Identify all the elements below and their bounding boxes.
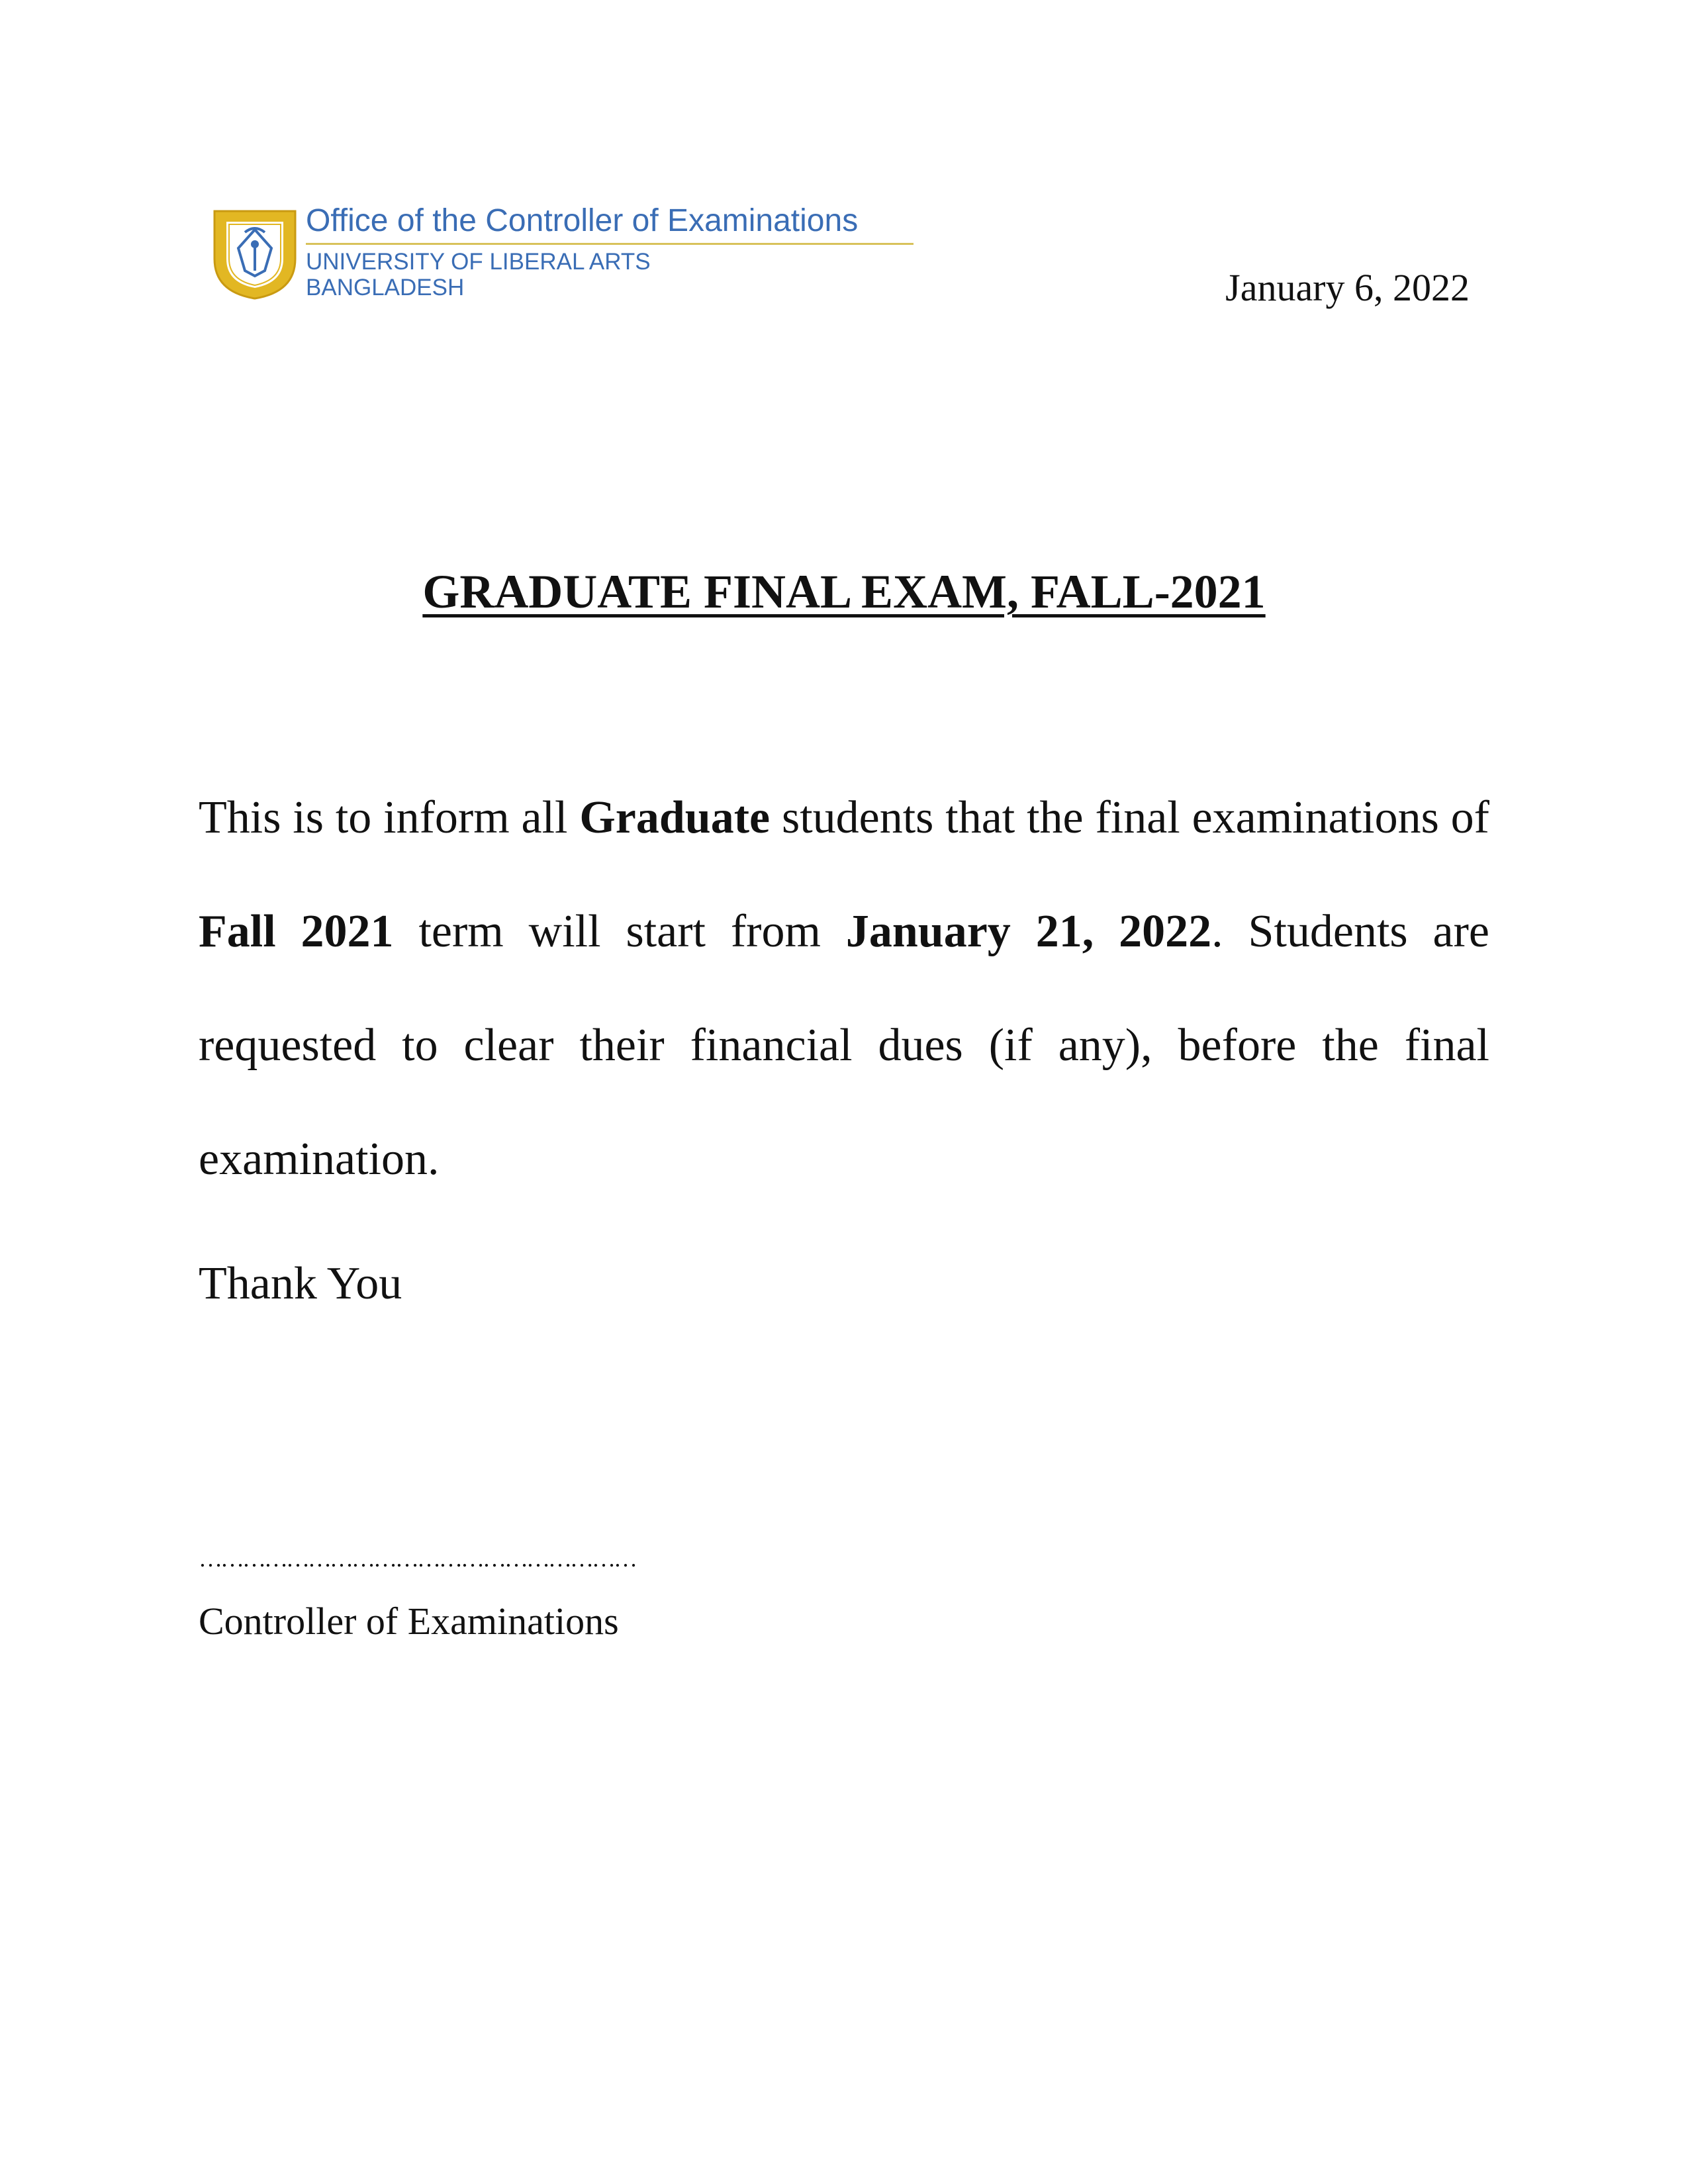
- university-name: UNIVERSITY OF LIBERAL ARTS: [306, 249, 651, 275]
- notice-title-text: GRADUATE FINAL EXAM, FALL-2021: [422, 565, 1266, 618]
- body-term: Fall 2021: [199, 906, 394, 957]
- notice-body: [199, 761, 1489, 1216]
- notice-date: January 6, 2022: [1225, 266, 1470, 309]
- body-graduate: Graduate: [579, 792, 771, 843]
- letterhead-divider: [306, 243, 914, 245]
- body-text-3: term will start from: [393, 906, 846, 957]
- pen-nib-seal-icon: [211, 207, 299, 301]
- body-text-4: . Students are requested to clear their financial dues (if any), before the final examination.: [199, 906, 1490, 1185]
- signatory-title: Controller of Examinations: [199, 1600, 619, 1643]
- letterhead-text: [306, 202, 915, 300]
- country-name: BANGLADESH: [306, 275, 465, 300]
- office-name: Office of the Controller of Examinations: [306, 203, 859, 238]
- notice-title: [0, 563, 1688, 621]
- body-text-1: This is to inform all: [199, 792, 580, 843]
- body-start-date: January 21, 2022: [845, 906, 1212, 957]
- closing-text: Thank You: [199, 1258, 402, 1309]
- signature-line: ……………………………………………………: [199, 1545, 635, 1572]
- body-text-2: students that the final examinations of: [770, 792, 1489, 843]
- letterhead: [211, 202, 912, 308]
